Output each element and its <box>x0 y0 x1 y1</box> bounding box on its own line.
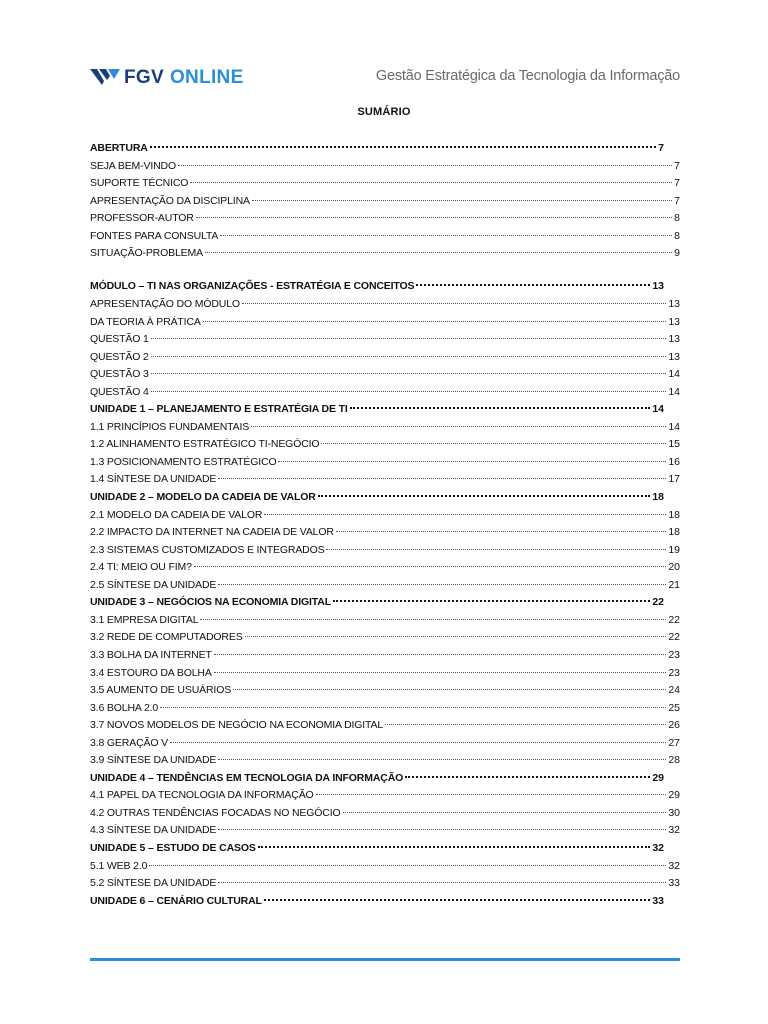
toc-page-number: 14 <box>668 385 680 398</box>
toc-entry[interactable] <box>90 296 680 314</box>
toc-page-number: 22 <box>668 631 680 644</box>
toc-page-number: 24 <box>668 684 680 696</box>
toc-page-number: 23 <box>668 648 680 661</box>
toc-leader-dots <box>333 600 650 602</box>
toc-entry-label: UNIDADE 3 – NEGÓCIOS NA ECONOMIA DIGITAL <box>90 596 331 609</box>
toc-entry-label: 3.6 BOLHA 2.0 <box>90 701 159 714</box>
footer-divider <box>90 958 680 961</box>
toc-page-number: 9 <box>674 247 680 260</box>
toc-page-number: 13 <box>668 297 680 310</box>
toc-leader-dots <box>252 200 672 201</box>
toc-entry[interactable] <box>90 700 680 718</box>
toc-page-number: 26 <box>668 719 680 732</box>
toc-page-number: 8 <box>674 212 680 225</box>
toc-page-number: 23 <box>668 666 680 679</box>
toc-entry[interactable] <box>90 436 680 454</box>
toc-entry-label: UNIDADE 2 – MODELO DA CADEIA DE VALOR <box>90 491 316 503</box>
toc-entry-label: 2.2 IMPACTO DA INTERNET NA CADEIA DE VALOR <box>90 526 334 539</box>
toc-leader-dots <box>151 373 667 374</box>
toc-entry-label: QUESTÃO 3 <box>90 368 149 381</box>
toc-entry[interactable] <box>90 858 680 876</box>
toc-page-number: 15 <box>668 438 680 451</box>
toc-entry[interactable] <box>90 314 680 332</box>
toc-entry-label: UNIDADE 6 – CENÁRIO CULTURAL <box>90 894 262 907</box>
logo-fgv-text: FGV <box>124 67 164 88</box>
toc-entry[interactable] <box>90 193 680 211</box>
toc-entry-label: 3.1 EMPRESA DIGITAL <box>90 613 199 626</box>
toc-page-number: 13 <box>668 333 680 345</box>
toc-leader-dots <box>218 829 666 830</box>
toc-leader-dots <box>350 407 651 409</box>
toc-leader-dots <box>160 707 666 708</box>
toc-entry[interactable] <box>90 665 680 683</box>
toc-entry-label: 5.1 WEB 2.0 <box>90 859 148 872</box>
page-header <box>90 64 680 92</box>
toc-leader-dots <box>218 759 666 760</box>
toc-leader-dots <box>264 899 651 901</box>
toc-entry-label: PROFESSOR-AUTOR <box>90 212 194 225</box>
toc-entry[interactable] <box>90 875 680 893</box>
toc-leader-dots <box>170 742 666 743</box>
toc-entry-label: MÓDULO – TI NAS ORGANIZAÇÕES - ESTRATÉGIA E CONCEITOS <box>90 280 415 293</box>
toc-entry[interactable] <box>90 629 680 647</box>
toc-leader-dots <box>264 514 666 515</box>
toc-entry[interactable] <box>90 822 680 840</box>
toc-page-number: 22 <box>668 613 680 626</box>
toc-leader-dots <box>203 321 667 322</box>
toc-page-number: 13 <box>668 315 680 328</box>
toc-entry-label: SITUAÇÃO-PROBLEMA <box>90 247 203 260</box>
toc-entry-label: ABERTURA <box>90 142 148 154</box>
toc-entry[interactable] <box>90 331 680 349</box>
toc-leader-dots <box>318 495 651 497</box>
toc-section-entry[interactable] <box>90 770 664 788</box>
toc-entry-label: QUESTÃO 2 <box>90 350 149 363</box>
toc-entry-label: 3.3 BOLHA DA INTERNET <box>90 648 212 661</box>
toc-entry-label: 4.3 SÍNTESE DA UNIDADE <box>90 824 217 837</box>
toc-leader-dots <box>385 724 666 725</box>
toc-entry[interactable] <box>90 647 680 665</box>
toc-entry-label: APRESENTAÇÃO DO MÓDULO <box>90 297 240 310</box>
toc-page-number: 16 <box>668 455 680 468</box>
toc-section-entry[interactable] <box>90 893 664 911</box>
toc-entry[interactable] <box>90 384 680 402</box>
toc-entry-label: FONTES PARA CONSULTA <box>90 229 219 242</box>
toc-entry-label: DA TEORIA À PRÁTICA <box>90 315 201 328</box>
toc-page-number: 8 <box>674 229 680 242</box>
toc-entry[interactable] <box>90 228 680 246</box>
toc-entry[interactable] <box>90 524 680 542</box>
toc-leader-dots <box>336 531 666 532</box>
toc-page-number: 13 <box>668 350 680 363</box>
toc-entry-label: 3.4 ESTOURO DA BOLHA <box>90 666 212 679</box>
toc-leader-dots <box>416 284 650 286</box>
toc-section-entry[interactable] <box>90 278 664 296</box>
toc-leader-dots <box>220 235 672 236</box>
toc-leader-dots <box>196 217 672 218</box>
toc-leader-dots <box>178 165 672 166</box>
toc-entry[interactable] <box>90 507 680 525</box>
toc-entry-label: 3.7 NOVOS MODELOS DE NEGÓCIO NA ECONOMIA DIGITAL <box>90 719 384 732</box>
toc-entry-label: 2.1 MODELO DA CADEIA DE VALOR <box>90 508 263 521</box>
toc-entry-label: 3.2 REDE DE COMPUTADORES <box>90 631 243 644</box>
toc-leader-dots <box>233 689 666 690</box>
toc-page-number: 30 <box>668 806 680 819</box>
toc-leader-dots <box>405 776 650 778</box>
toc-leader-dots <box>218 478 666 479</box>
toc-entry[interactable] <box>90 735 680 753</box>
toc-leader-dots <box>316 794 667 795</box>
toc-entry[interactable] <box>90 717 680 735</box>
toc-page-number: 27 <box>668 736 680 749</box>
toc-page-number: 18 <box>652 491 664 503</box>
toc-entry-label: QUESTÃO 4 <box>90 385 149 398</box>
logo-online-text: ONLINE <box>169 67 244 88</box>
toc-page-number: 32 <box>668 859 680 872</box>
toc-entry[interactable] <box>90 471 680 489</box>
toc-entry[interactable] <box>90 805 680 823</box>
toc-page-number: 28 <box>668 754 680 767</box>
toc-leader-dots <box>218 584 666 585</box>
toc-page-number: 22 <box>652 596 664 609</box>
toc-entry[interactable] <box>90 454 680 472</box>
toc-page-number: 18 <box>668 526 680 539</box>
toc-entry-label: UNIDADE 4 – TENDÊNCIAS EM TECNOLOGIA DA INFORMAÇÃO <box>90 771 404 784</box>
toc-entry[interactable] <box>90 349 680 367</box>
toc-leader-dots <box>151 391 667 392</box>
toc-entry[interactable] <box>90 559 680 577</box>
toc-section-entry[interactable] <box>90 140 664 158</box>
toc-page-number: 32 <box>668 824 680 837</box>
toc-leader-dots <box>149 865 666 866</box>
toc-leader-dots <box>326 549 666 550</box>
toc-page-number: 25 <box>668 701 680 714</box>
toc-leader-dots <box>258 846 651 848</box>
toc-leader-dots <box>245 636 667 637</box>
toc-section-entry[interactable] <box>90 594 664 612</box>
toc-page-number: 7 <box>674 177 680 190</box>
toc-entry-label: 3.9 SÍNTESE DA UNIDADE <box>90 754 217 767</box>
toc-page-number: 17 <box>668 473 680 486</box>
toc-entry-label: UNIDADE 5 – ESTUDO DE CASOS <box>90 841 256 854</box>
toc-section-entry[interactable] <box>90 489 664 507</box>
toc-page-number: 14 <box>668 420 680 433</box>
toc-entry[interactable] <box>90 612 680 630</box>
toc-leader-dots <box>150 146 656 148</box>
toc-leader-dots <box>214 672 667 673</box>
toc-page-number: 7 <box>658 142 664 154</box>
toc-entry-label: 1.1 PRINCÍPIOS FUNDAMENTAIS <box>90 420 250 433</box>
toc-entry-label: 3.8 GERAÇÃO V <box>90 736 168 749</box>
toc-page-number: 33 <box>652 894 664 907</box>
page-title: SUMÁRIO <box>357 106 411 118</box>
toc-entry-label: 1.4 SÍNTESE DA UNIDADE <box>90 473 217 486</box>
toc-entry[interactable] <box>90 682 680 700</box>
toc-entry-label: 2.4 TI: MEIO OU FIM? <box>90 561 192 574</box>
toc-page-number: 20 <box>668 561 680 574</box>
toc-page-number: 21 <box>668 578 680 591</box>
toc-entry-label: 3.5 AUMENTO DE USUÁRIOS <box>90 684 232 696</box>
toc-entry[interactable] <box>90 158 680 176</box>
toc-page-number: 13 <box>652 280 664 293</box>
toc-page-number: 29 <box>652 771 664 784</box>
toc-section-entry[interactable] <box>90 840 664 858</box>
toc-page-number: 14 <box>652 403 664 416</box>
fgv-logo-mark-icon <box>90 69 120 87</box>
toc-page-number: 18 <box>668 508 680 521</box>
toc-leader-dots <box>190 182 672 183</box>
toc-entry[interactable] <box>90 175 680 193</box>
toc-page-number: 7 <box>674 194 680 207</box>
toc-entry[interactable] <box>90 787 680 805</box>
toc-entry-label: 2.3 SISTEMAS CUSTOMIZADOS E INTEGRADOS <box>90 543 325 556</box>
toc-entry-label: 5.2 SÍNTESE DA UNIDADE <box>90 877 217 889</box>
toc-page-number: 19 <box>668 543 680 556</box>
toc-entry[interactable] <box>90 245 680 263</box>
toc-page-number: 14 <box>668 368 680 381</box>
toc-entry-label: UNIDADE 1 – PLANEJAMENTO E ESTRATÉGIA DE TI <box>90 403 348 416</box>
toc-entry-label: QUESTÃO 1 <box>90 333 149 345</box>
toc-entry-label: 4.1 PAPEL DA TECNOLOGIA DA INFORMAÇÃO <box>90 789 314 802</box>
toc-leader-dots <box>321 443 666 444</box>
toc-entry-label: APRESENTAÇÃO DA DISCIPLINA <box>90 194 250 207</box>
toc-entry-label: 1.3 POSICIONAMENTO ESTRATÉGICO <box>90 455 277 468</box>
toc-leader-dots <box>278 461 666 462</box>
toc-leader-dots <box>242 303 666 304</box>
course-title: Gestão Estratégica da Tecnologia da Informação <box>375 68 680 84</box>
toc-section-entry[interactable] <box>90 401 664 419</box>
toc-leader-dots <box>194 566 666 567</box>
toc-page-number: 7 <box>674 159 680 172</box>
toc-entry-label: SUPORTE TÉCNICO <box>90 177 189 190</box>
toc-leader-dots <box>251 426 666 427</box>
toc-entry[interactable] <box>90 366 680 384</box>
toc-leader-dots <box>151 356 667 357</box>
toc-leader-dots <box>151 338 667 339</box>
toc-entry[interactable] <box>90 419 680 437</box>
toc-entry[interactable] <box>90 577 680 595</box>
toc-leader-dots <box>214 654 667 655</box>
toc-leader-dots <box>200 619 666 620</box>
toc-entry-label: SEJA BEM-VINDO <box>90 159 177 172</box>
toc-page-number: 29 <box>668 789 680 802</box>
toc-leader-dots <box>343 812 667 813</box>
toc-page-number: 32 <box>652 841 664 854</box>
toc-leader-dots <box>205 252 672 253</box>
toc-entry-label: 4.2 OUTRAS TENDÊNCIAS FOCADAS NO NEGÓCIO <box>90 806 341 819</box>
toc-entry[interactable] <box>90 542 680 560</box>
toc-entry-label: 2.5 SÍNTESE DA UNIDADE <box>90 578 217 591</box>
toc-entry[interactable] <box>90 752 680 770</box>
fgv-online-logo <box>90 66 244 90</box>
toc-page-number: 33 <box>668 877 680 889</box>
toc-entry[interactable] <box>90 210 680 228</box>
toc-leader-dots <box>218 882 666 883</box>
toc-entry-label: 1.2 ALINHAMENTO ESTRATÉGICO TI-NEGÓCIO <box>90 438 320 451</box>
